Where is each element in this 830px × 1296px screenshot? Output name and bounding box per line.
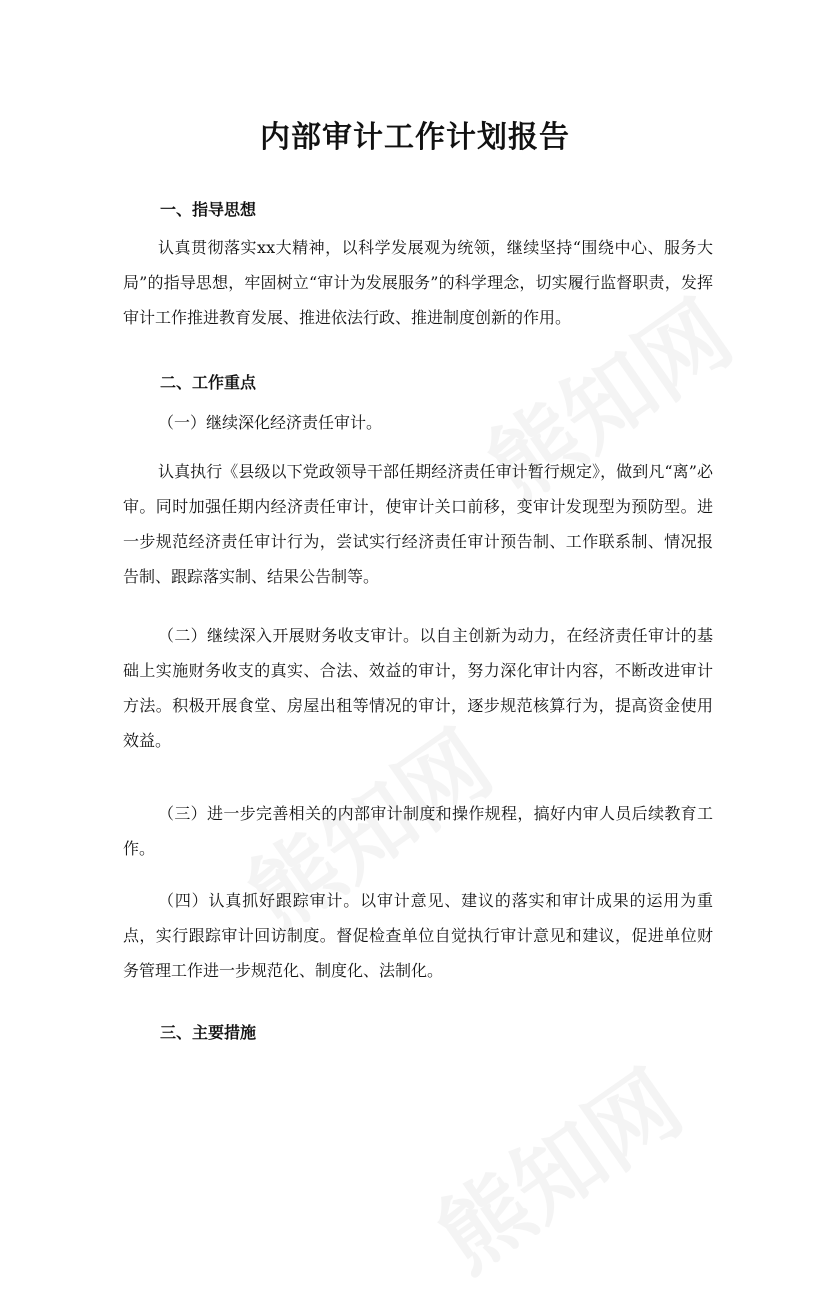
paragraph-item-1-body: 认真执行《县级以下党政领导干部任期经济责任审计暂行规定》，做到凡“离”必审。同时加强任期内经济责任审计，使审计关口前移，变审计发现型为预防型。进一步规范经济责任审计行为，尝试实行经济责任审计预告制、工作联系制、情况报告制、跟踪落实制、结果公告制等。 (123, 462, 713, 586)
section-heading-work-focus: 二、工作重点 (160, 373, 257, 392)
section-heading-main-measures: 三、主要措施 (160, 1023, 257, 1042)
page-title: 内部审计工作计划报告 (260, 120, 570, 155)
paragraph-item-2: （二）继续深入开展财务收支审计。以自主创新为动力，在经济责任审计的基础上实施财务收支的真实、合法、效益的审计，努力深化审计内容，不断改进审计方法。积极开展食堂、房屋出租等情况的审计，逐步规范核算行为，提高资金使用效益。 (123, 626, 713, 750)
paragraph-item-4: （四）认真抓好跟踪审计。以审计意见、建议的落实和审计成果的运用为重点，实行跟踪审计回访制度。督促检查单位自觉执行审计意见和建议，促进单位财务管理工作进一步规范化、制度化、法制化。 (123, 891, 713, 980)
paragraph-item-3: （三）进一步完善相关的内部审计制度和操作规程，搞好内审人员后续教育工作。 (123, 804, 713, 858)
section-heading-guiding-thought: 一、指导思想 (160, 200, 257, 219)
paragraph-item-1-title: （一）继续深化经济责任审计。 (158, 413, 383, 432)
paragraph-guiding-thought: 认真贯彻落实xx大精神，以科学发展观为统领，继续坚持“围绕中心、服务大局”的指导思想，牢固树立“审计为发展服务”的科学理念，切实履行监督职责，发挥审计工作推进教育发展、推进依法行政、推进制度创新的作用。 (123, 238, 713, 327)
watermark (407, 1034, 703, 1295)
